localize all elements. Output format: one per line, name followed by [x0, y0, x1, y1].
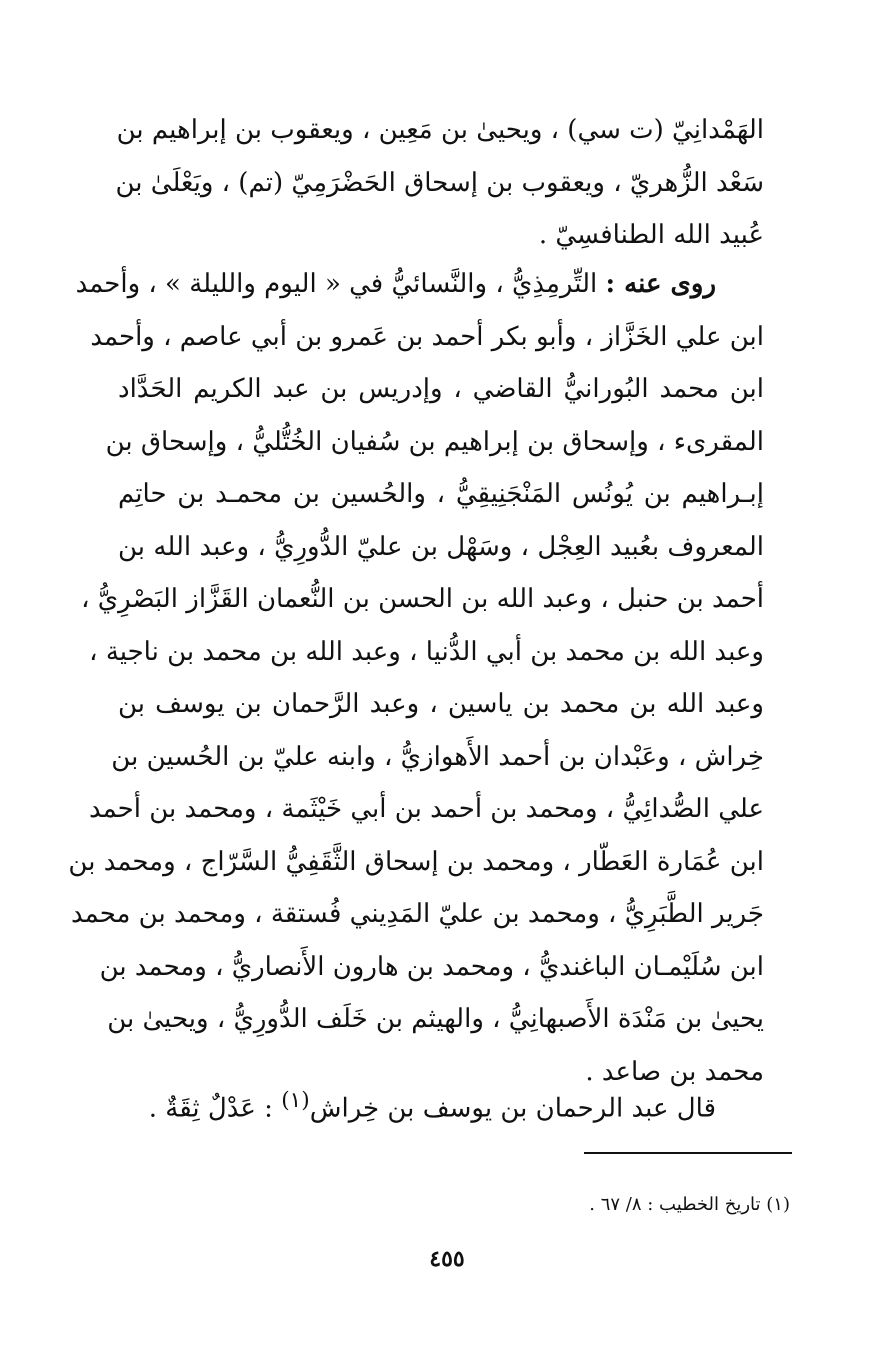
text-line: وعبد الله بن محمد بن أبي الدُّنيا ، وعبد الله بن محمد بن ناجية ،	[89, 636, 764, 667]
paragraph-narrators	[68, 258, 765, 1098]
text-line: خِراش ، وعَبْدان بن أحمد الأَهوازيُّ ، وابنه عليّ بن الحُسين بن	[111, 741, 764, 772]
text-line: إبـراهيم بن يُونُس المَنْجَنِيقِيُّ ، والحُسين بن محمـد بن حاتِم	[118, 479, 764, 509]
verdict-grade: : عَدْلٌ ثِقَةٌ .	[148, 1093, 282, 1124]
text-line: ابن محمد البُورانيُّ القاضي ، وإدريس بن عبد الكريم الحَدَّاد	[118, 374, 764, 404]
text-line: علي الصُّدائِيُّ ، ومحمد بن أحمد بن أبي خَيْثَمة ، ومحمد بن أحمد	[88, 794, 764, 824]
verdict-text: قال عبد الرحمان بن يوسف بن خِراش	[309, 1093, 716, 1124]
text-line: سَعْد الزُّهريّ ، ويعقوب بن إسحاق الحَضْرَمِيّ (تم) ، ويَعْلَىٰ بن	[115, 167, 764, 198]
paragraph-teachers-continued	[115, 104, 764, 262]
text-line-first	[75, 258, 764, 311]
footnote-divider	[584, 1152, 792, 1154]
text-line: المقرىء ، وإسحاق بن إبراهيم بن سُفيان الخُتُّليُّ ، وإسحاق بن	[105, 426, 764, 457]
text-line: يحيىٰ بن مَنْدَة الأَصبهانِيُّ ، والهيثم بن خَلَف الدُّورِيُّ ، ويحيىٰ بن	[107, 1004, 764, 1034]
text-line: أحمد بن حنبل ، وعبد الله بن الحسن بن النُّعمان القَزَّاز البَصْرِيُّ ،	[81, 584, 764, 614]
text-line: محمد بن صاعد .	[585, 1056, 764, 1087]
page-number: ٤٥٥	[429, 1246, 465, 1272]
text-line: ابن عُمَارة العَطّار ، ومحمد بن إسحاق الثَّقَفِيُّ السَّرّاج ، ومحمد بن	[68, 846, 764, 877]
text-line: الهَمْدانِيّ (ت سي) ، ويحيىٰ بن مَعِين ، ويعقوب بن إبراهيم بن	[116, 115, 764, 145]
verdict-line	[118, 1075, 764, 1135]
footnote: (١) تاريخ الخطيب : ٨/ ٦٧ .	[589, 1194, 790, 1215]
text-line: عُبيد الله الطنافسِيّ .	[538, 220, 764, 250]
paragraph-verdict	[118, 1075, 764, 1135]
text-line: ابن سُلَيْمـان الباغنديُّ ، ومحمد بن هارون الأَنصاريُّ ، ومحمد بن	[99, 951, 764, 982]
text-line: وعبد الله بن محمد بن ياسين ، وعبد الرَّحمان بن يوسف بن	[118, 689, 764, 719]
text-line: ابن علي الخَزَّاز ، وأبو بكر أحمد بن عَمرو بن أبي عاصم ، وأحمد	[90, 321, 764, 352]
text-line: جَرير الطَّبَرِيُّ ، ومحمد بن عليّ المَدِيني فُستقة ، ومحمد بن محمد	[71, 899, 764, 929]
footnote-reference[interactable]: (١)	[281, 1088, 310, 1113]
text-line: المعروف بعُبيد العِجْل ، وسَهْل بن عليّ الدُّورِيُّ ، وعبد الله بن	[118, 531, 765, 562]
narrated-from-him-label: روى عنه :	[605, 269, 716, 299]
text-line-rest: التِّرمِذِيُّ ، والنَّسائيُّ في « اليوم والليلة » ، وأحمد	[75, 269, 598, 299]
